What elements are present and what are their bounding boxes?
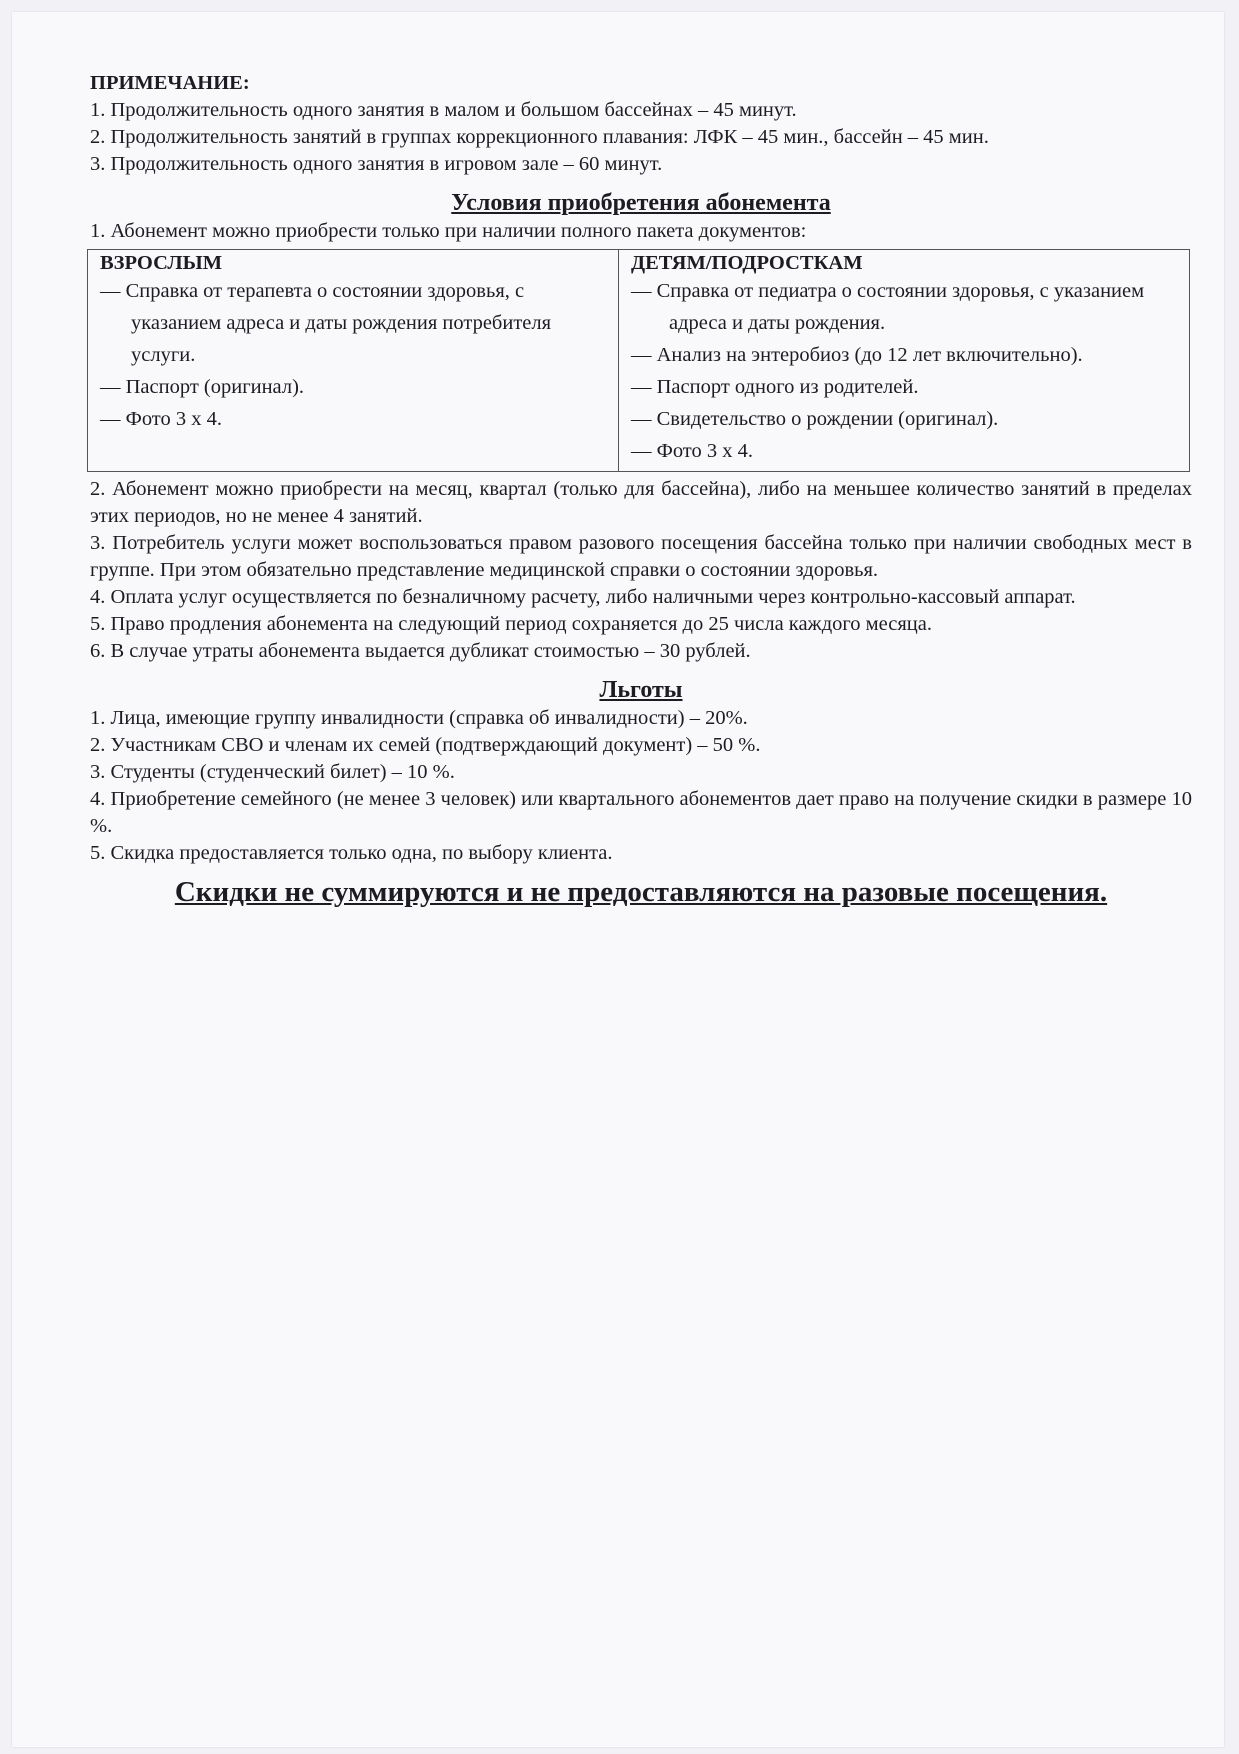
condition-item: 5. Право продления абонемента на следующий период сохраняется до 25 числа каждого месяца. [90, 613, 932, 635]
benefit-item: 4. Приобретение семейного (не менее 3 человек) или квартального абонементов дает право на получение скидки в размере 10 %. [90, 788, 1192, 837]
note-item: 3. Продолжительность одного занятия в игровом зале – 60 минут. [90, 153, 663, 175]
children-doc-item: — Фото 3 х 4. [631, 440, 753, 462]
notes-title: ПРИМЕЧАНИЕ: [90, 72, 250, 94]
condition-item: 2. Абонемент можно приобрести на месяц, квартал (только для бассейна), либо на меньшее количество занятий в пределах этих периодов, но не менее 4 занятий. [90, 478, 1192, 527]
benefits-title: Льготы [599, 677, 683, 703]
final-note: Скидки не суммируются и не предоставляются на разовые посещения. [174, 876, 1108, 908]
conditions-title: Условия приобретения абонемента [451, 190, 831, 216]
condition-item: 3. Потребитель услуги может воспользоваться правом разового посещения бассейна только при наличии свободных мест в группе. При этом обязательно представление медицинской справки о состоянии здоровья. [90, 532, 1192, 581]
children-doc-item: — Паспорт одного из родителей. [631, 376, 919, 398]
documents-table [87, 249, 1190, 472]
benefit-item: 1. Лица, имеющие группу инвалидности (справка об инвалидности) – 20%. [90, 707, 748, 729]
conditions-intro: 1. Абонемент можно приобрести только при наличии полного пакета документов: [90, 220, 807, 242]
adults-column [88, 250, 619, 472]
benefit-item: 5. Скидка предоставляется только одна, по выбору клиента. [90, 842, 613, 864]
note-item: 2. Продолжительность занятий в группах коррекционного плавания: ЛФК – 45 мин., бассейн – 45 мин. [90, 126, 989, 148]
adults-doc-item: — Паспорт (оригинал). [100, 376, 305, 398]
benefit-item: 2. Участникам СВО и членам их семей (подтверждающий документ) – 50 %. [90, 734, 761, 756]
condition-item: 6. В случае утраты абонемента выдается дубликат стоимостью – 30 рублей. [90, 640, 751, 662]
children-doc-item: — Свидетельство о рождении (оригинал). [631, 408, 999, 430]
document-page [12, 12, 1224, 1747]
children-doc-item: — Справка от педиатра о состоянии здоровья, с указанием адреса и даты рождения. [631, 280, 1145, 334]
adults-doc-item: — Фото 3 х 4. [100, 408, 222, 430]
children-doc-item: — Анализ на энтеробиоз (до 12 лет включительно). [631, 344, 1083, 366]
adults-doc-item: — Справка от терапевта о состоянии здоровья, с указанием адреса и даты рождения потребителя услуги. [100, 280, 552, 366]
adults-header: ВЗРОСЛЫМ [100, 252, 223, 274]
condition-item: 4. Оплата услуг осуществляется по безналичному расчету, либо наличными через контрольно-кассовый аппарат. [90, 586, 1076, 608]
benefit-item: 3. Студенты (студенческий билет) – 10 %. [90, 761, 455, 783]
children-header: ДЕТЯМ/ПОДРОСТКАМ [631, 252, 863, 274]
note-item: 1. Продолжительность одного занятия в малом и большом бассейнах – 45 минут. [90, 99, 797, 121]
children-column [619, 250, 1190, 472]
document-content [90, 70, 1192, 909]
